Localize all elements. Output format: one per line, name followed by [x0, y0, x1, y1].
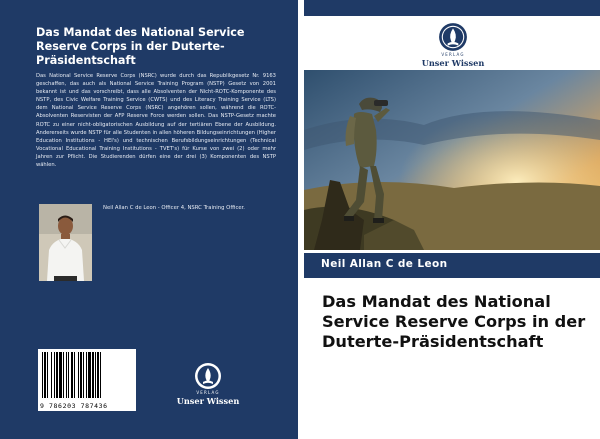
front-author-name: Neil Allan C de Leon [321, 258, 448, 270]
isbn-barcode [38, 349, 136, 411]
barcode-bar [88, 352, 91, 398]
publisher-verlag-label-front: VERLAG [441, 52, 465, 57]
barcode-bar [51, 352, 52, 398]
barcode-bar [78, 352, 79, 398]
front-cover-title: Das Mandat des National Service Reserve Corps in der Duterte-Präsidentschaft [322, 292, 586, 351]
barcode-bar [56, 352, 58, 398]
barcode-bar [54, 352, 55, 398]
back-cover-description: Das National Service Reserve Corps (NSRC) wurde durch das Republikgesetz Nr. 9163 geschaffen, das auch als National Service Training Program (NSTP) Gesetz von 2001 bekannt ist und das vorschreibt, dass alle Absolventen der Nicht-ROTC-Komponente des NSTP, des Civic Welfare Training Service (CWTS) und des Literacy Training Service (LTS) dem National Service Reserve Corps (NSRC) angehören sollen, während die ROTC-Absolventen Reservisten der AFP Reserve Force werden sollen. Das NSTP-Gesetz machte ROTC zu einer nicht-obligatorischen Ausbildung auf der tertiären Ebene der Ausbildung. Andererseits wurde NSTP für alle Studenten in allen höheren Bildungseinrichtungen (Higher Education Institutions - HEI's) und technischen Berufsbildungseinrichtungen (Technical Vocational Educational Training Institutions - TVET's) für Kurse von zwei (2) oder mehr Jahren zur Pflicht. Die Studierenden dürfen eine der drei (3) Komponenten des NSTP wählen. [36, 73, 276, 169]
barcode-bar [44, 352, 46, 398]
back-cover-title: Das Mandat des National Service Reserve Corps in der Duterte-Präsidentschaft [36, 26, 245, 67]
back-cover [0, 0, 298, 439]
publisher-logo-back [168, 362, 248, 406]
cover-photo-soldier [304, 70, 600, 250]
barcode-bar [97, 352, 99, 398]
barcode-bar [86, 352, 87, 398]
barcode-bar [71, 352, 73, 398]
barcode-bar [47, 352, 48, 398]
isbn-number: 9 786203 787436 [40, 402, 108, 410]
front-cover [304, 0, 600, 439]
author-bar [304, 253, 600, 278]
barcode-bar [95, 352, 96, 398]
barcode-bar [100, 352, 101, 398]
publisher-verlag-label: VERLAG [196, 390, 220, 395]
barcode-bar [92, 352, 94, 398]
barcode-bar [66, 352, 67, 398]
barcode-bar [74, 352, 75, 398]
barcode-bar [68, 352, 69, 398]
author-photo [39, 204, 92, 281]
book-seal-icon [438, 22, 468, 52]
barcode-bar [63, 352, 64, 398]
author-bio: Neil Allan C de Leon - Officer 4, NSRC Training Officer. [103, 205, 245, 211]
barcode-bar [42, 352, 43, 398]
publisher-name-back: Unser Wissen [176, 396, 240, 406]
publisher-logo-front [410, 22, 496, 68]
book-seal-icon [194, 362, 222, 390]
barcode-bar [59, 352, 62, 398]
publisher-name-front: Unser Wissen [421, 58, 485, 68]
barcode-bar [80, 352, 82, 398]
front-top-bar [304, 0, 600, 16]
barcode-bar [83, 352, 84, 398]
